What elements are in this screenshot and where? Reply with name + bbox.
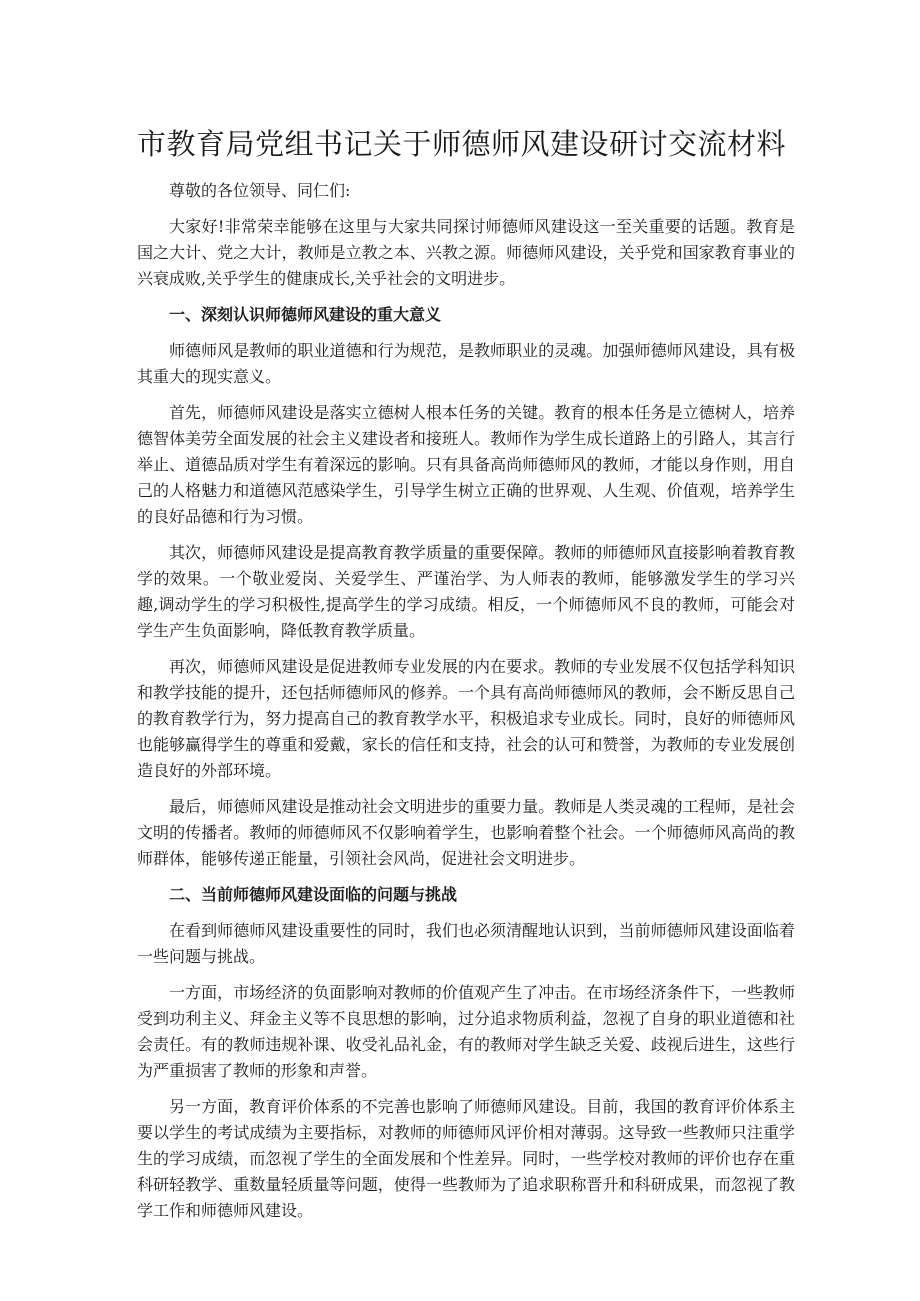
body-paragraph: 首先，师德师风建设是落实立德树人根本任务的关键。教育的根本任务是立德树人，培养德智体美劳全面发展的社会主义建设者和接班人。教师作为学生成长道路上的引路人，其言行举止、道德品质对学生有着深远的影响。只有具备高尚师德师风的教师，才能以身作则，用自己的人格魅力和道德风范感染学生，引导学生树立正确的世界观、人生观、价值观，培养学生的良好品德和行为习惯。 xyxy=(137,403,795,526)
body-paragraph: 最后，师德师风建设是推动社会文明进步的重要力量。教师是人类灵魂的工程师，是社会文明的传播者。教师的师德师风不仅影响着学生，也影响着整个社会。一个师德师风高尚的教师群体，能够传递正能量，引领社会风尚，促进社会文明进步。 xyxy=(137,797,795,868)
body-paragraph: 一方面，市场经济的负面影响对教师的价值观产生了冲击。在市场经济条件下，一些教师受到功利主义、拜金主义等不良思想的影响，过分追求物质利益，忽视了自身的职业道德和社会责任。有的教师违规补课、收受礼品礼金，有的教师对学生缺乏关爱、歧视后进生，这些行为严重损害了教师的形象和声誉。 xyxy=(137,983,795,1080)
salutation: 尊敬的各位领导、同仁们: xyxy=(169,181,351,200)
intro-paragraph: 大家好!非常荣幸能够在这里与大家共同探讨师德师风建设这一至关重要的话题。教育是国之大计、党之大计，教师是立教之本、兴教之源。师德师风建设，关乎党和国家教育事业的兴衰成败,关乎学生的健康成长,关乎社会的文明进步。 xyxy=(137,217,795,288)
body-paragraph: 在看到师德师风建设重要性的同时，我们也必须清醒地认识到，当前师德师风建设面临着一些问题与挑战。 xyxy=(137,921,795,966)
body-paragraph: 其次，师德师风建设是提高教育教学质量的重要保障。教师的师德师风直接影响着教育教学的效果。一个敬业爱岗、关爱学生、严谨治学、为人师表的教师，能够激发学生的学习兴趣,调动学生的学习积极性,提高学生的学习成绩。相反，一个师德师风不良的教师，可能会对学生产生负面影响，降低教育教学质量。 xyxy=(137,543,795,640)
document-page xyxy=(137,122,795,1234)
body-paragraph: 再次，师德师风建设是促进教师专业发展的内在要求。教师的专业发展不仅包括学科知识和教学技能的提升，还包括师德师风的修养。一个具有高尚师德师风的教师，会不断反思自己的教育教学行为，努力提高自己的教育教学水平，积极追求专业成长。同时，良好的师德师风也能够赢得学生的尊重和爱戴，家长的信任和支持，社会的认可和赞誉，为教师的专业发展创造良好的外部环境。 xyxy=(137,657,795,780)
body-paragraph: 另一方面，教育评价体系的不完善也影响了师德师风建设。目前，我国的教育评价体系主要以学生的考试成绩为主要指标，对教师的师德师风评价相对薄弱。这导致一些教师只注重学生的学习成绩，而忽视了学生的全面发展和个性差异。同时，一些学校对教师的评价也存在重科研轻教学、重数量轻质量等问题，使得一些教师为了追求职称晋升和科研成果，而忽视了教学工作和师德师风建设。 xyxy=(137,1097,795,1220)
section-heading: 二、当前师德师风建设面临的问题与挑战 xyxy=(169,885,458,904)
body-paragraph: 师德师风是教师的职业道德和行为规范，是教师职业的灵魂。加强师德师风建设，具有极其重大的现实意义。 xyxy=(137,341,795,386)
section-heading: 一、深刻认识师德师风建设的重大意义 xyxy=(169,305,442,324)
document-title: 市教育局党组书记关于师德师风建设研讨交流材料 xyxy=(137,127,787,161)
